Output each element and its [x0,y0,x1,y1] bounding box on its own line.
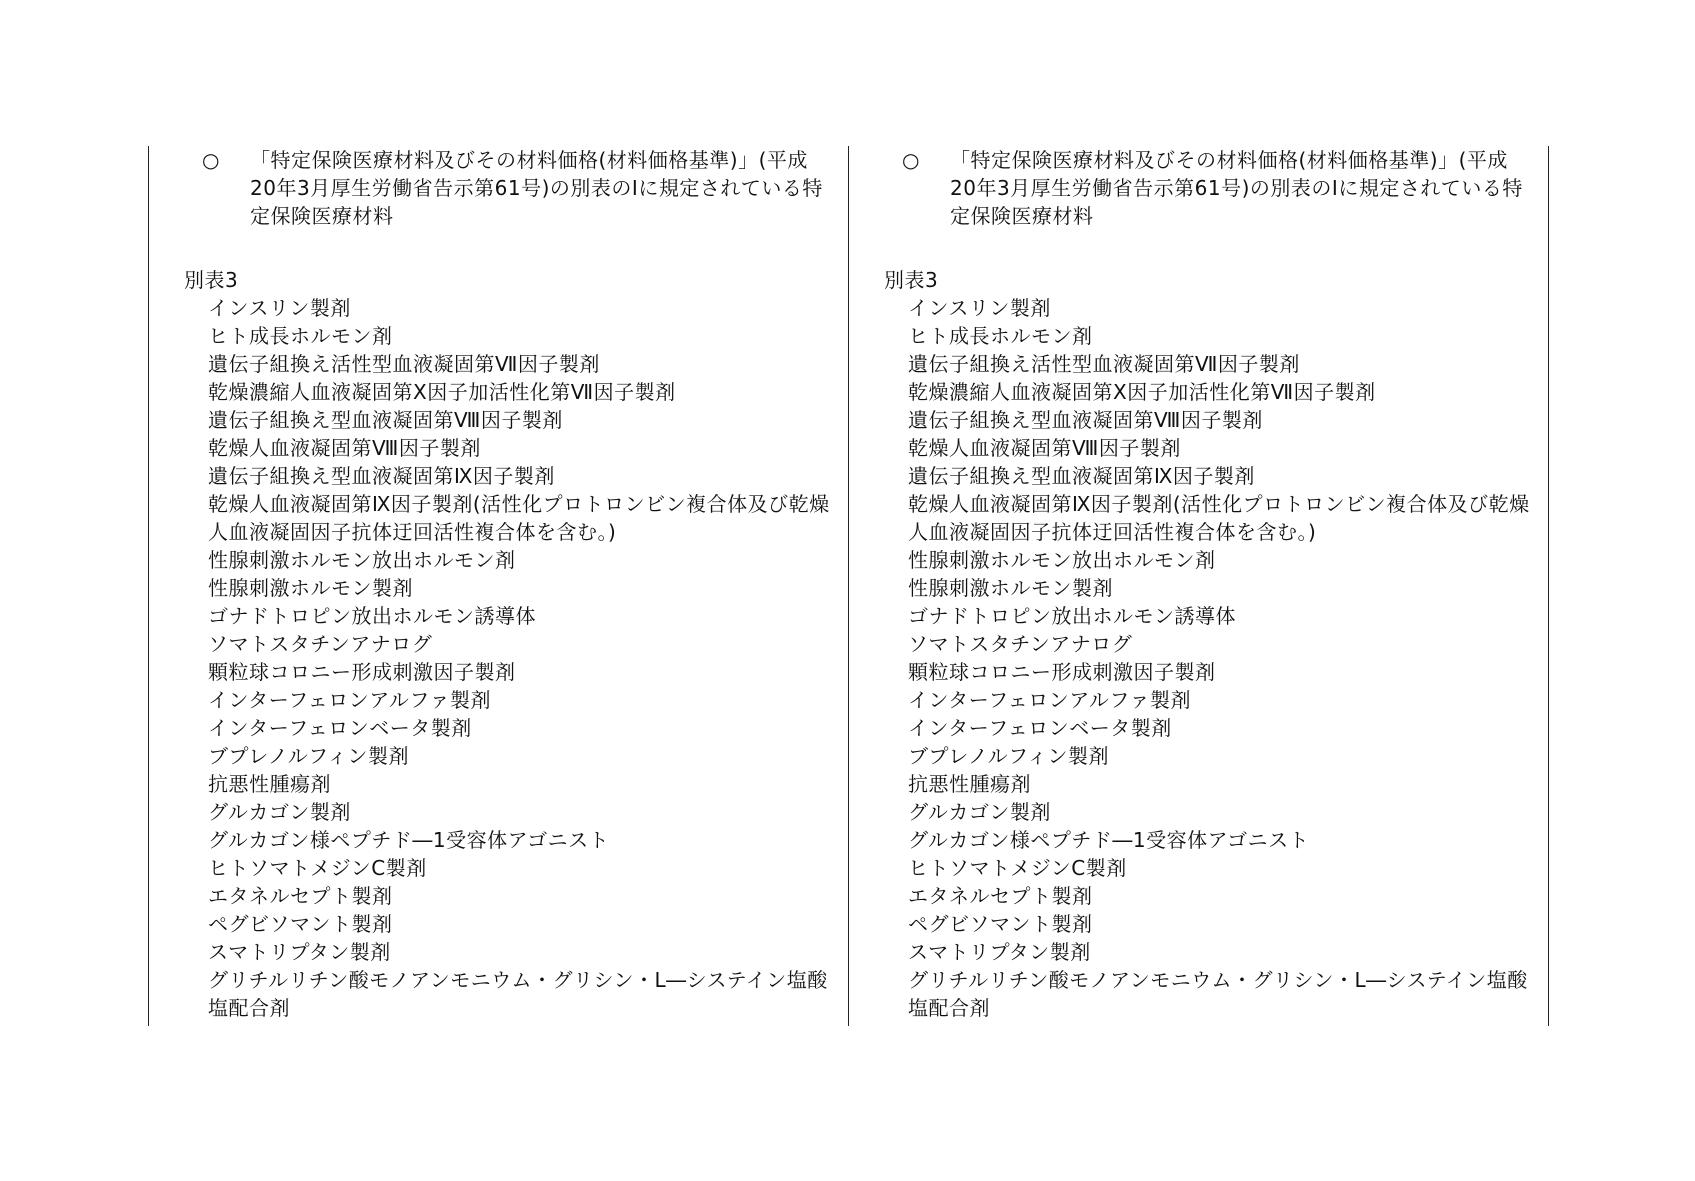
list-item: 遺伝子組換え型血液凝固第Ⅸ因子製剤 [208,464,555,488]
list-item: 遺伝子組換え型血液凝固第Ⅷ因子製剤 [208,408,563,432]
right-column [850,146,1542,1026]
list-item: ペグビソマント製剤 [208,912,393,936]
list-item: 乾燥濃縮人血液凝固第Ⅹ因子加活性化第Ⅶ因子製剤 [908,380,1376,404]
left-column [150,146,842,1026]
list-item: インターフェロンベータ製剤 [208,716,472,740]
list-item: エタネルセプト製剤 [908,884,1093,908]
list-item: 抗悪性腫瘍剤 [208,772,331,796]
list-item: グルカゴン様ペプチド―1受容体アゴニスト [908,828,1310,852]
intro-paragraph [902,146,1534,230]
list-item: 遺伝子組換え型血液凝固第Ⅸ因子製剤 [908,464,1255,488]
list-item: インスリン製剤 [208,296,351,320]
list-item: ヒトソマトメジンC製剤 [208,856,427,880]
list-item: 顆粒球コロニー形成刺激因子製剤 [208,660,516,684]
list-item: 遺伝子組換え活性型血液凝固第Ⅶ因子製剤 [208,352,600,376]
list-item: ヒト成長ホルモン剤 [908,324,1093,348]
list-item: ヒトソマトメジンC製剤 [908,856,1127,880]
list-item: スマトリプタン製剤 [208,940,391,964]
right-border-line [1548,146,1549,1026]
list-item: 抗悪性腫瘍剤 [908,772,1031,796]
list-item: 乾燥人血液凝固第Ⅷ因子製剤 [208,436,481,460]
list-item: グルカゴン様ペプチド―1受容体アゴニスト [208,828,610,852]
list-item: インターフェロンアルファ製剤 [908,688,1191,712]
list-item: ソマトスタチンアナログ [208,632,433,656]
list-item: グルカゴン製剤 [908,800,1051,824]
list-item: ゴナドトロピン放出ホルモン誘導体 [908,604,1236,628]
intro-text: 「特定保険医療材料及びその材料価格(材料価格基準)」(平成20年3月厚生労働省告示第61号)の別表のⅠに規定されている特定保険医療材料 [250,148,823,228]
circle-bullet-icon: ○ [902,148,920,172]
list-item: 顆粒球コロニー形成刺激因子製剤 [908,660,1216,684]
table-label: 別表3 [884,268,939,292]
center-divider-line [848,146,849,1026]
left-border-line [148,146,149,1026]
list-item: ヒト成長ホルモン剤 [208,324,393,348]
list-item: 乾燥人血液凝固第Ⅸ因子製剤(活性化プロトロンビン複合体及び乾燥人血液凝固因子抗体迂回活性複合体を含む。) [908,492,1530,544]
drug-list [150,294,842,1022]
list-item: インターフェロンベータ製剤 [908,716,1172,740]
circle-bullet-icon: ○ [202,148,220,172]
list-item: 性腺刺激ホルモン放出ホルモン剤 [908,548,1216,572]
list-item: ゴナドトロピン放出ホルモン誘導体 [208,604,536,628]
list-item: ソマトスタチンアナログ [908,632,1133,656]
list-item: グリチルリチン酸モノアンモニウム・グリシン・L―システイン塩酸塩配合剤 [208,968,828,1020]
list-item: グルカゴン製剤 [208,800,351,824]
list-item: グリチルリチン酸モノアンモニウム・グリシン・L―システイン塩酸塩配合剤 [908,968,1528,1020]
list-item: 性腺刺激ホルモン製剤 [208,576,413,600]
list-item: ブプレノルフィン製剤 [208,744,409,768]
list-item: 乾燥人血液凝固第Ⅷ因子製剤 [908,436,1181,460]
list-item: ブプレノルフィン製剤 [908,744,1109,768]
list-item: 遺伝子組換え型血液凝固第Ⅷ因子製剤 [908,408,1263,432]
list-item: 性腺刺激ホルモン放出ホルモン剤 [208,548,516,572]
intro-text: 「特定保険医療材料及びその材料価格(材料価格基準)」(平成20年3月厚生労働省告示第61号)の別表のⅠに規定されている特定保険医療材料 [950,148,1523,228]
list-item: エタネルセプト製剤 [208,884,393,908]
list-item: 乾燥人血液凝固第Ⅸ因子製剤(活性化プロトロンビン複合体及び乾燥人血液凝固因子抗体迂回活性複合体を含む。) [208,492,830,544]
list-item: 遺伝子組換え活性型血液凝固第Ⅶ因子製剤 [908,352,1300,376]
list-item: 乾燥濃縮人血液凝固第Ⅹ因子加活性化第Ⅶ因子製剤 [208,380,676,404]
list-item: ペグビソマント製剤 [908,912,1093,936]
list-item: インターフェロンアルファ製剤 [208,688,491,712]
list-item: スマトリプタン製剤 [908,940,1091,964]
intro-paragraph [202,146,834,230]
drug-list [850,294,1542,1022]
list-item: 性腺刺激ホルモン製剤 [908,576,1113,600]
table-label: 別表3 [184,268,239,292]
list-item: インスリン製剤 [908,296,1051,320]
